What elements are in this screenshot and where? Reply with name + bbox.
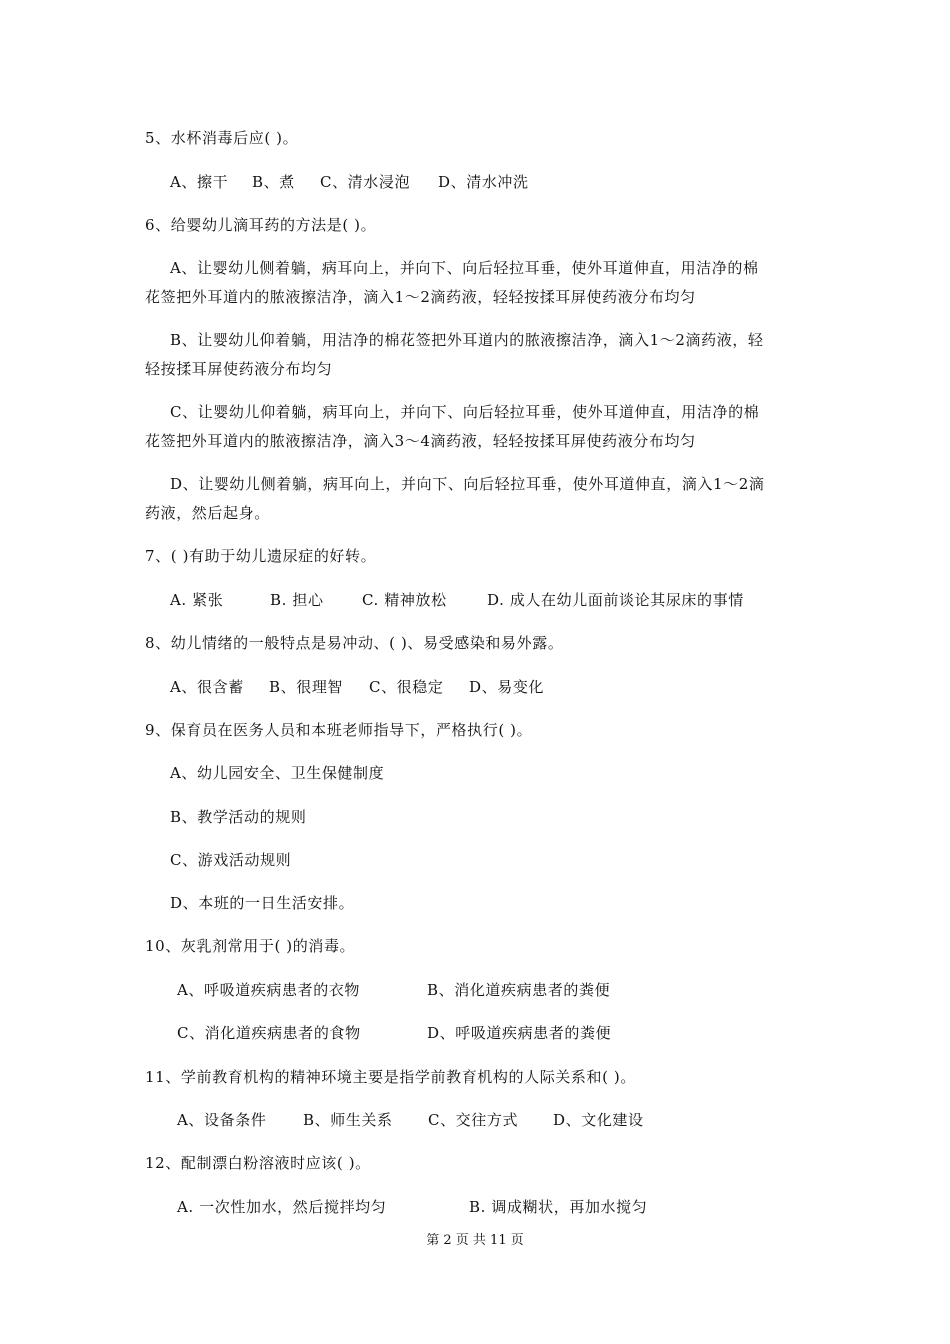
question-12-stem: 12、配制漂白粉溶液时应该( )。 [145, 1154, 371, 1172]
question-6-option-d-line2: 药液，然后起身。 [145, 504, 270, 522]
question-9-option-c: C、游戏活动规则 [170, 851, 292, 869]
question-6-option-a-line1: A、让婴幼儿侧着躺，病耳向上，并向下、向后轻拉耳垂，使外耳道伸直，用洁净的棉 [170, 259, 759, 277]
option-d: D、清水冲洗 [438, 173, 529, 191]
question-5-stem: 5、水杯消毒后应( )。 [145, 129, 299, 147]
option-b: B. 担心 [270, 591, 324, 609]
question-6-option-b-line2: 轻按揉耳屏使药液分布均匀 [145, 360, 333, 378]
question-6-option-a-line2: 花签把外耳道内的脓液擦洁净，滴入1～2滴药液，轻轻按揉耳屏使药液分布均匀 [145, 288, 696, 306]
option-c: C、很稳定 [369, 678, 444, 696]
option-b: B、消化道疾病患者的粪便 [427, 981, 611, 999]
question-12-options [177, 1196, 647, 1217]
question-11-stem: 11、学前教育机构的精神环境主要是指学前教育机构的人际关系和( )。 [145, 1068, 636, 1086]
option-d: D. 成人在幼儿面前谈论其尿床的事情 [487, 591, 744, 609]
option-c: C、交往方式 [428, 1111, 519, 1129]
question-7-stem: 7、( )有助于幼儿遗尿症的好转。 [145, 547, 377, 565]
option-b: B、很理智 [269, 678, 344, 696]
option-c: C、消化道疾病患者的食物 [177, 1024, 361, 1042]
option-b: B. 调成糊状，再加水搅匀 [469, 1198, 648, 1216]
option-c: C、清水浸泡 [320, 173, 411, 191]
question-11-options [177, 1109, 644, 1130]
question-9-option-b: B、教学活动的规则 [170, 808, 307, 826]
option-a: A、设备条件 [177, 1111, 267, 1129]
question-6-option-c-line1: C、让婴幼儿仰着躺，病耳向上，并向下、向后轻拉耳垂，使外耳道伸直，用洁净的棉 [170, 403, 760, 421]
question-6-option-d-line1: D、让婴幼儿侧着躺，病耳向上，并向下、向后轻拉耳垂，使外耳道伸直，滴入1～2滴 [170, 475, 765, 493]
option-b: B、师生关系 [303, 1111, 393, 1129]
question-9-option-a: A、幼儿园安全、卫生保健制度 [170, 764, 385, 782]
option-c: C. 精神放松 [362, 591, 447, 609]
option-d: D、呼吸道疾病患者的粪便 [427, 1024, 612, 1042]
option-a: A、擦干 [170, 173, 229, 191]
question-10-options-row1 [177, 979, 610, 1000]
option-a: A. 一次性加水，然后搅拌均匀 [177, 1198, 387, 1216]
option-a: A、呼吸道疾病患者的衣物 [177, 981, 361, 999]
option-a: A、很含蓄 [170, 678, 244, 696]
question-6-stem: 6、给婴幼儿滴耳药的方法是( )。 [145, 216, 377, 234]
question-7-options [170, 589, 744, 610]
question-6-option-c-line2: 花签把外耳道内的脓液擦洁净，滴入3～4滴药液，轻轻按揉耳屏使药液分布均匀 [145, 432, 696, 450]
option-d: D、文化建设 [553, 1111, 644, 1129]
question-10-stem: 10、灰乳剂常用于( )的消毒。 [145, 937, 356, 955]
option-b: B、煮 [252, 173, 295, 191]
question-5-options [170, 171, 529, 192]
question-9-option-d: D、本班的一日生活安排。 [170, 894, 355, 912]
question-9-stem: 9、保育员在医务人员和本班老师指导下，严格执行( )。 [145, 721, 533, 739]
option-d: D、易变化 [469, 678, 545, 696]
question-8-stem: 8、幼儿情绪的一般特点是易冲动、( )、易受感染和易外露。 [145, 634, 564, 652]
question-6-option-b-line1: B、让婴幼儿仰着躺，用洁净的棉花签把外耳道内的脓液擦洁净，滴入1～2滴药液，轻 [170, 331, 764, 349]
question-8-options [170, 676, 544, 697]
question-10-options-row2 [177, 1022, 611, 1043]
page-number-footer: 第 2 页 共 11 页 [426, 1233, 524, 1248]
option-a: A. 紧张 [170, 591, 224, 609]
